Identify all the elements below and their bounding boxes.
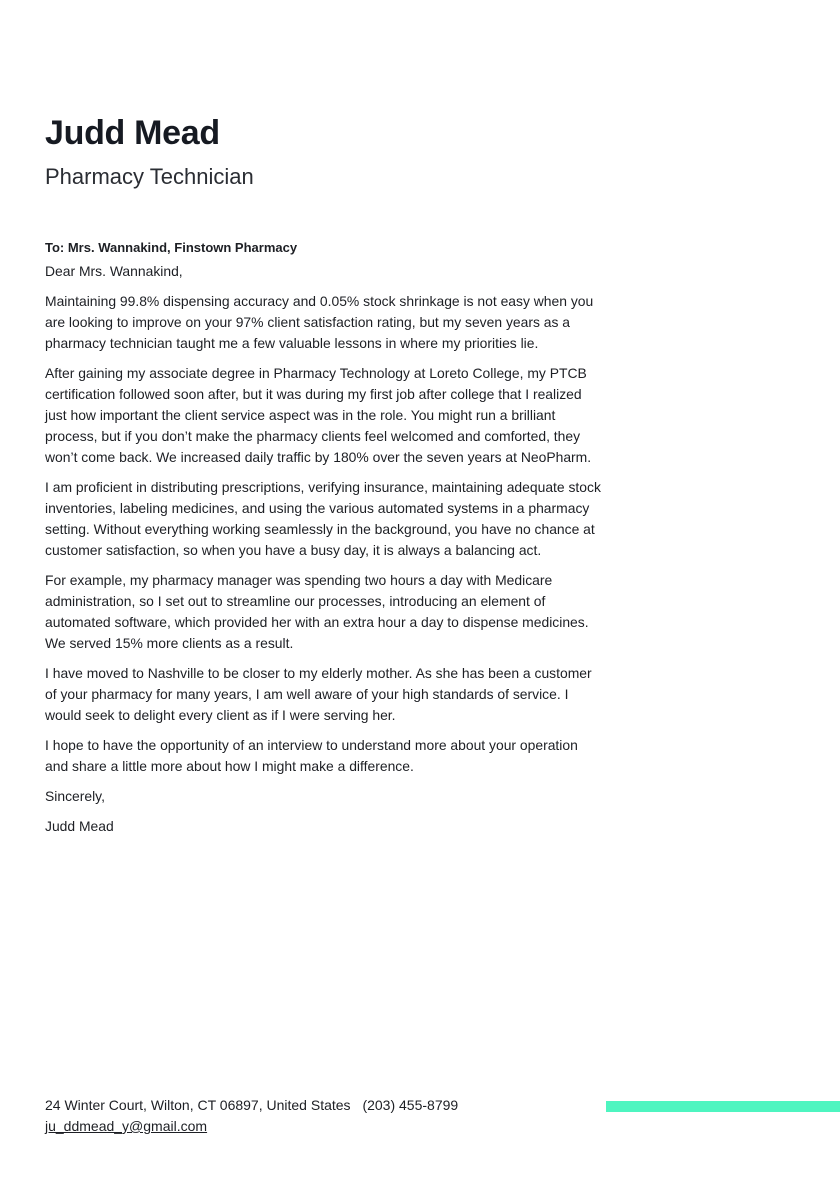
- signature: Judd Mead: [45, 818, 114, 834]
- paragraph: I hope to have the opportunity of an interview to understand more about your operation and share a little more about how I might make a difference.: [45, 737, 578, 774]
- letter-body: [45, 237, 601, 846]
- salutation: Dear Mrs. Wannakind,: [45, 263, 183, 279]
- paragraph: I have moved to Nashville to be closer to my elderly mother. As she has been a customer of your pharmacy for many years, I am well aware of your high standards of service. I would seek to delight every client as if I were serving her.: [45, 665, 592, 723]
- paragraph: Maintaining 99.8% dispensing accuracy and 0.05% stock shrinkage is not easy when you are looking to improve on your 97% client satisfaction rating, but my seven years as a pharmacy technician taught me a few valuable lessons in where my priorities lie.: [45, 293, 594, 351]
- paragraph: After gaining my associate degree in Pharmacy Technology at Loreto College, my PTCB certification followed soon after, but it was during my first job after college that I realized just how important the client service aspect was in the role. You might run a brilliant process, but if you don’t make the pharmacy clients feel welcomed and comforted, they won’t come back. We increased daily traffic by 180% over the seven years at NeoPharm.: [45, 365, 592, 465]
- contact-footer: [45, 1095, 458, 1137]
- recipient-line: To: Mrs. Wannakind, Finstown Pharmacy: [45, 240, 298, 255]
- paragraph: I am proficient in distributing prescriptions, verifying insurance, maintaining adequate stock inventories, labeling medicines, and using the various automated systems in a pharmacy setting. Without everything working seamlessly in the background, you have no chance at customer satisfaction, so when you have a busy day, it is always a balancing act.: [45, 479, 601, 558]
- closing: Sincerely,: [45, 788, 105, 804]
- email-link[interactable]: ju_ddmead_y@gmail.com: [45, 1118, 208, 1134]
- paragraph: For example, my pharmacy manager was spending two hours a day with Medicare administration, so I set out to streamline our processes, introducing an element of automated software, which provided her with an extra hour a day to dispense medicines. We served 15% more clients as a result.: [45, 572, 589, 651]
- job-title: Pharmacy Technician: [45, 164, 254, 189]
- phone: (203) 455-8799: [362, 1097, 459, 1113]
- address: 24 Winter Court, Wilton, CT 06897, United States: [45, 1097, 351, 1113]
- accent-bar: [606, 1101, 840, 1112]
- applicant-name: Judd Mead: [45, 114, 220, 152]
